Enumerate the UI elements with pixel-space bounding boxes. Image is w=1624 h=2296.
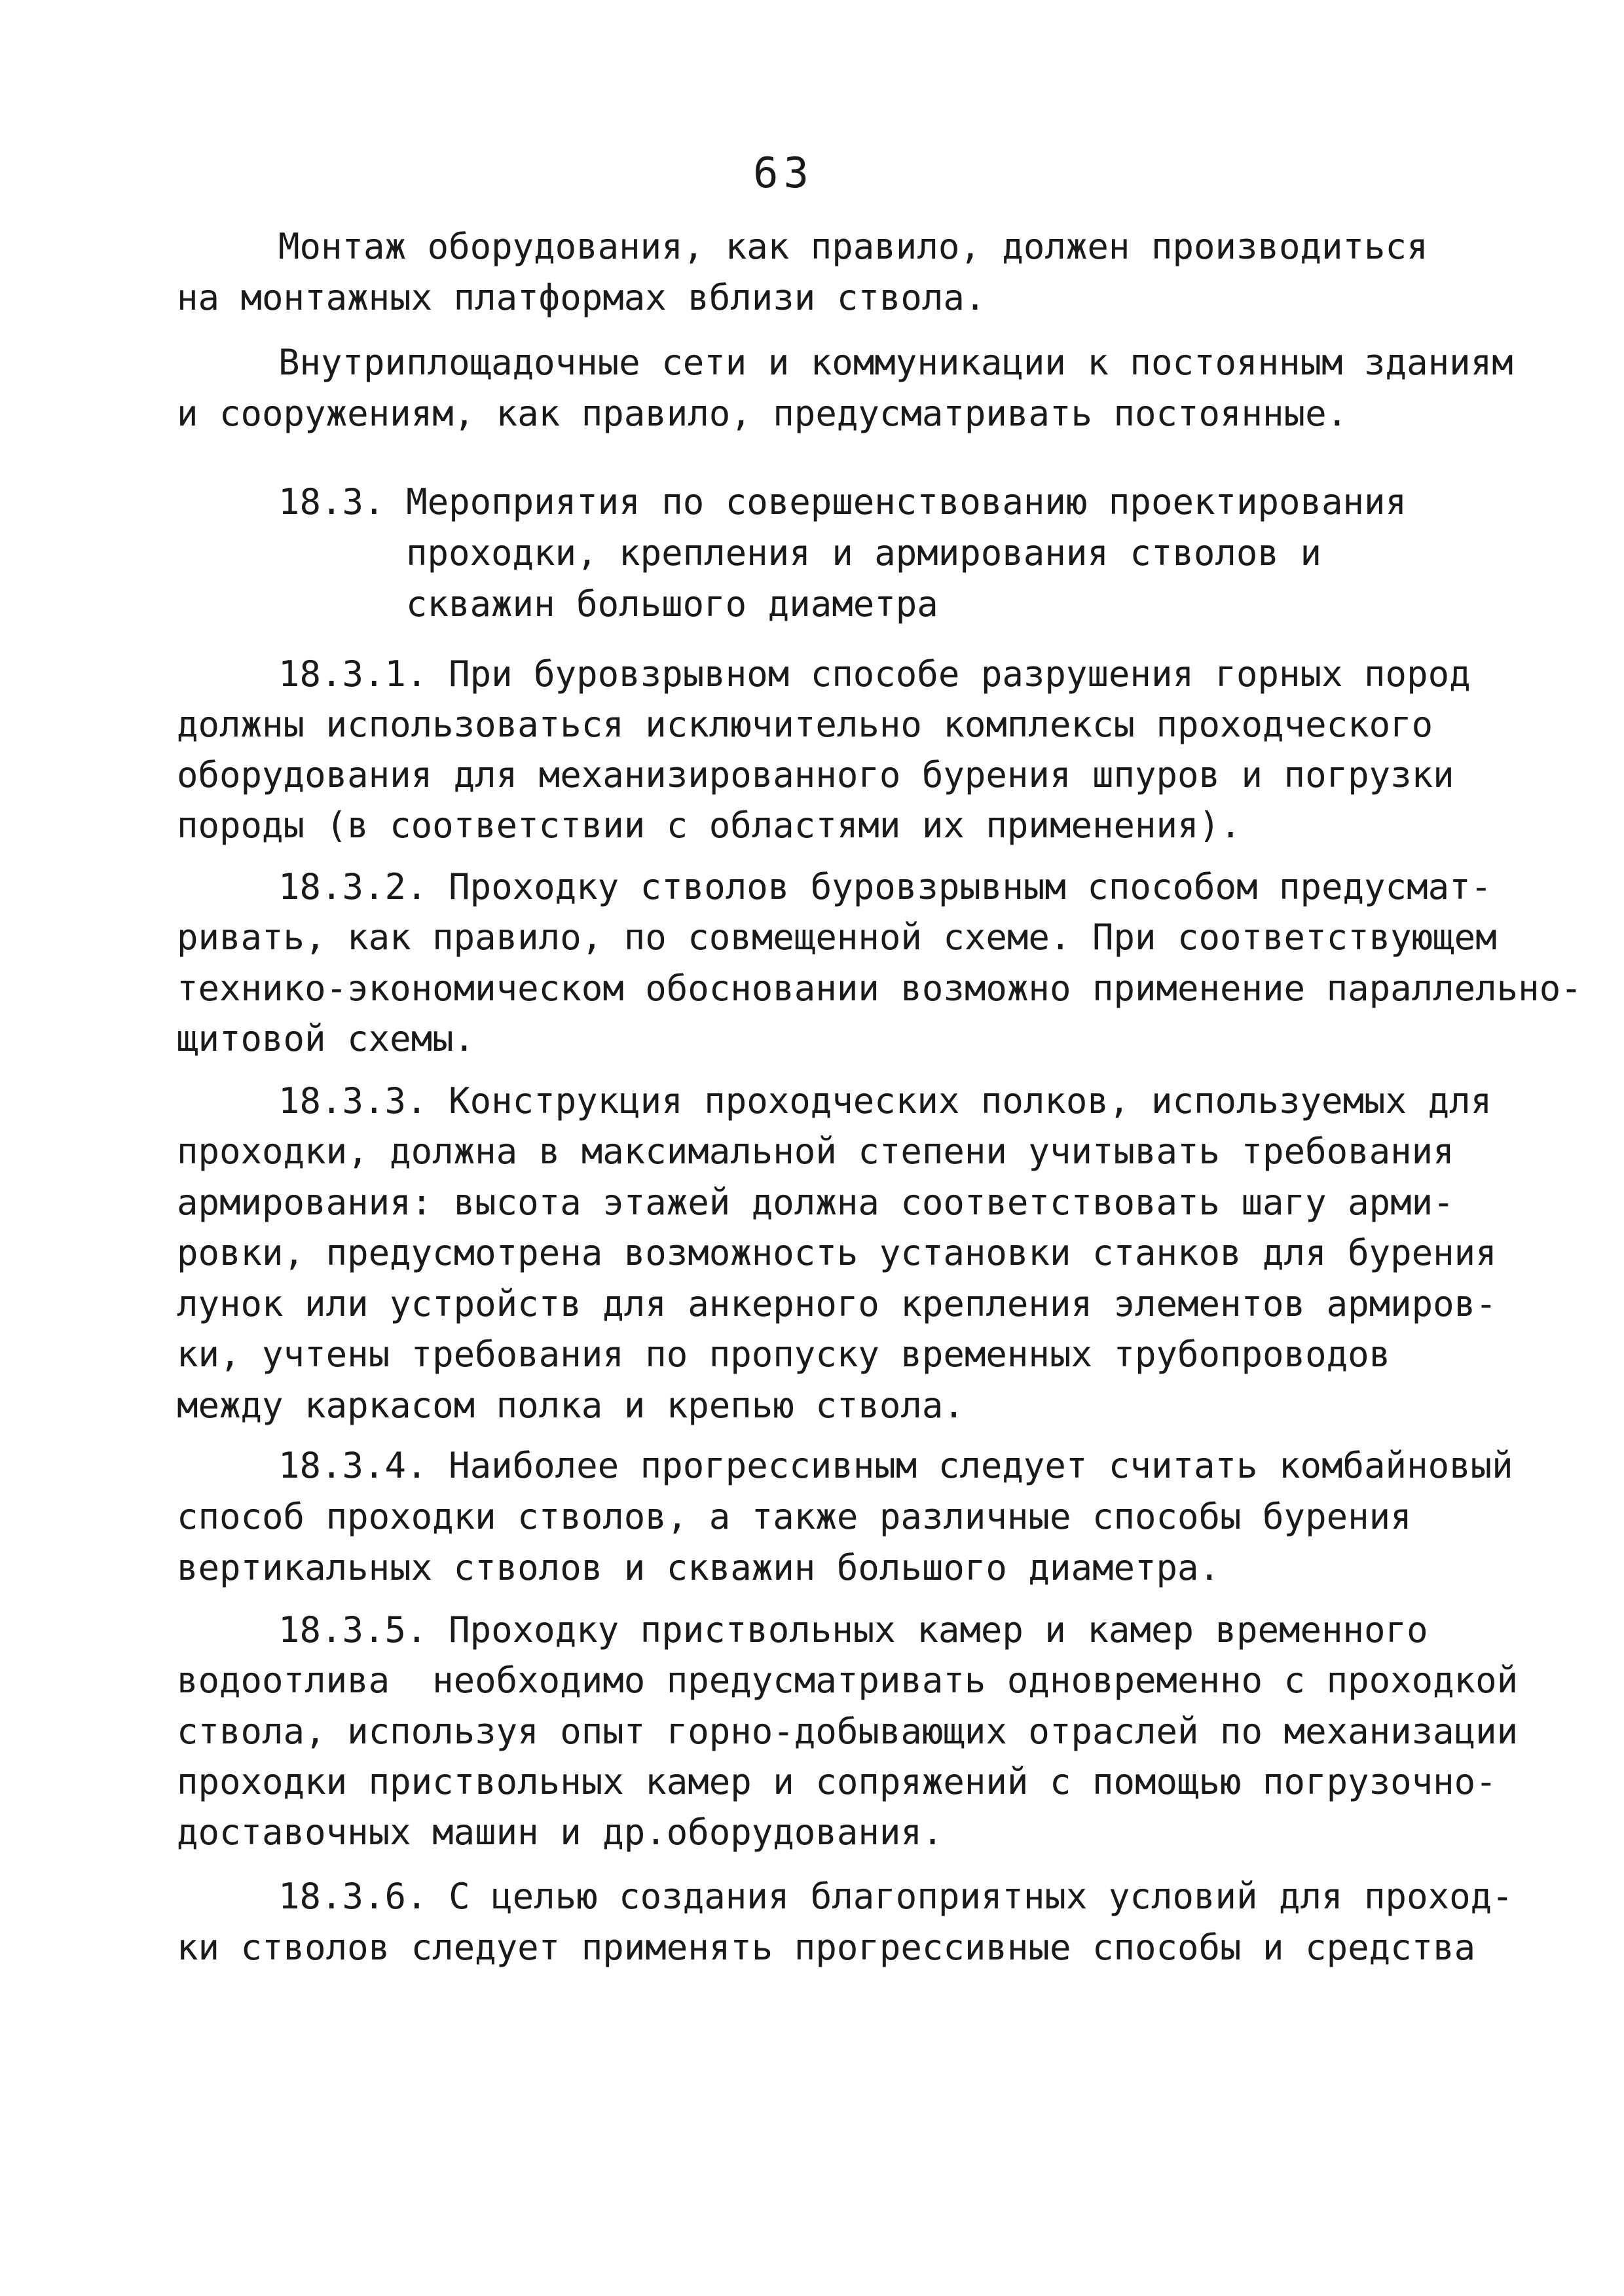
text-line: 18.3.2. Проходку стволов буровзрывным способом предусмат- — [278, 866, 1492, 907]
section-heading: скважин большого диаметра — [406, 583, 938, 625]
text-line: ривать, как правило, по совмещенной схеме. При соответствующем — [177, 917, 1497, 958]
text-line: лунок или устройств для анкерного крепления элементов армиров- — [177, 1283, 1497, 1324]
text-line: ки, учтены требования по пропуску временных трубопроводов — [177, 1334, 1391, 1375]
text-line: и сооружениям, как правило, предусматривать постоянные. — [177, 393, 1348, 434]
text-line: 18.3.4. Наиболее прогрессивным следует считать комбайновый — [278, 1445, 1513, 1486]
text-line: армирования: высота этажей должна соответствовать шагу арми- — [177, 1182, 1454, 1223]
text-line: вертикальных стволов и скважин большого диаметра. — [177, 1547, 1221, 1588]
text-line: водоотлива необходимо предусматривать одновременно с проходкой — [177, 1660, 1519, 1701]
text-line: на монтажных платформах вблизи ствола. — [177, 277, 986, 318]
text-line: 18.3.1. При буровзрывном способе разрушения горных пород — [278, 653, 1471, 695]
text-line: 18.3.6. С целью создания благоприятных условий для проход- — [278, 1876, 1513, 1917]
text-line: ровки, предусмотрена возможность установки станков для бурения — [177, 1232, 1497, 1273]
text-line: 18.3.5. Проходку приствольных камер и камер временного — [278, 1609, 1428, 1650]
text-line: оборудования для механизированного бурения шпуров и погрузки — [177, 754, 1454, 795]
text-line: ки стволов следует применять прогрессивные способы и средства — [177, 1927, 1476, 1968]
text-line: породы (в соответствии с областями их применения). — [177, 805, 1242, 846]
text-line: доставочных машин и др.оборудования. — [177, 1812, 944, 1853]
text-line: 18.3.3. Конструкция проходческих полков, используемых для — [278, 1080, 1492, 1121]
text-line: щитовой схемы. — [177, 1018, 475, 1059]
text-line: ствола, используя опыт горно-добывающих отраслей по механизации — [177, 1711, 1519, 1752]
text-line: проходки, должна в максимальной степени учитывать требования — [177, 1131, 1454, 1172]
section-heading: проходки, крепления и армирования стволов и — [406, 532, 1321, 574]
text-line: Монтаж оборудования, как правило, должен производиться — [278, 226, 1428, 267]
text-line: технико-экономическом обосновании возможно применение параллельно- — [177, 968, 1582, 1009]
text-line: проходки приствольных камер и сопряжений с помощью погрузочно- — [177, 1761, 1497, 1802]
text-line: способ проходки стволов, а также различные способы бурения — [177, 1496, 1412, 1537]
text-line: должны использоваться исключительно комплексы проходческого — [177, 704, 1433, 745]
text-line: Внутриплощадочные сети и коммуникации к постоянным зданиям — [278, 342, 1513, 383]
page-number: 63 — [753, 149, 815, 198]
section-heading: 18.3. Мероприятия по совершенствованию проектирования — [278, 481, 1407, 522]
text-line: между каркасом полка и крепью ствола. — [177, 1385, 965, 1426]
